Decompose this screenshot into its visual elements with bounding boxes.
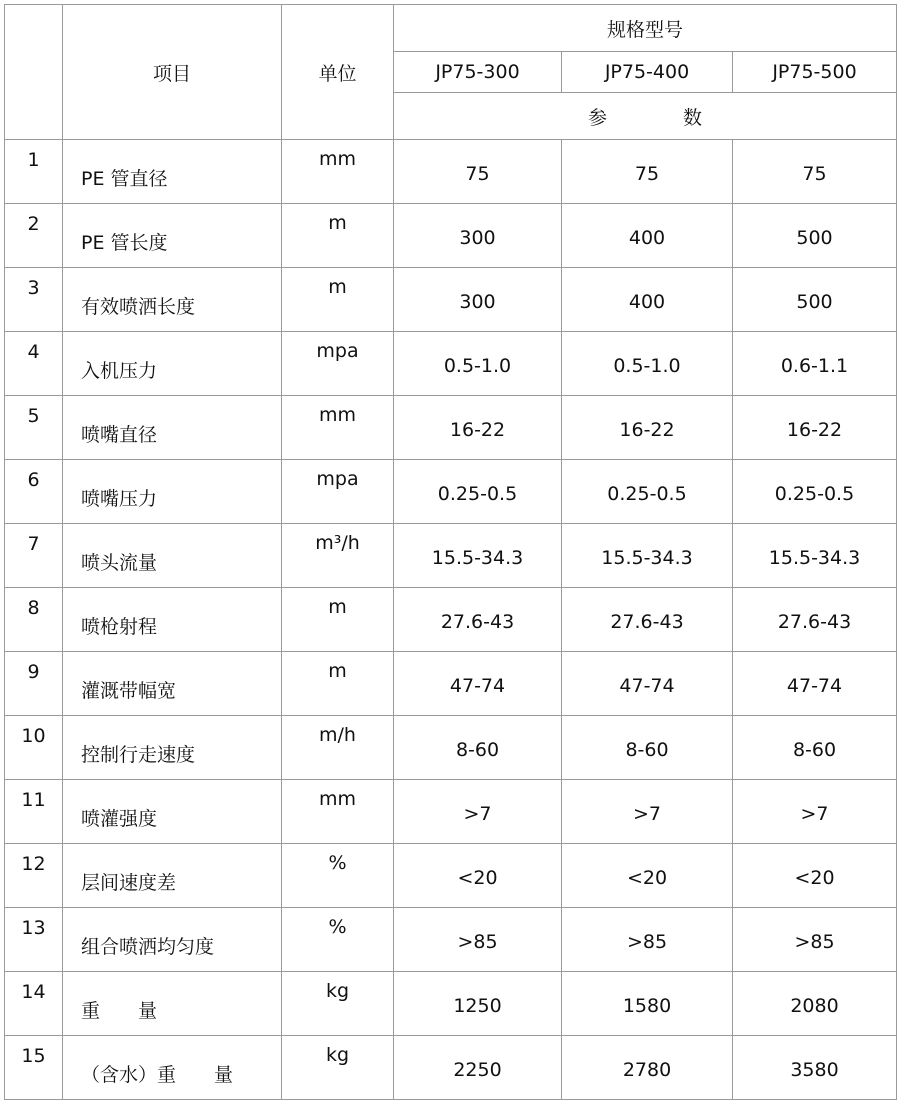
row-number: 9: [5, 652, 63, 716]
row-number: 8: [5, 588, 63, 652]
table-row: [5, 780, 897, 844]
table-row: [5, 396, 897, 460]
row-number: 13: [5, 908, 63, 972]
value-cell: 16-22: [733, 396, 897, 460]
item-header: 项目: [63, 5, 282, 140]
value-cell: >7: [733, 780, 897, 844]
unit-cell: mpa: [282, 460, 394, 524]
value-cell: 0.6-1.1: [733, 332, 897, 396]
value-cell: 8-60: [733, 716, 897, 780]
row-number: 7: [5, 524, 63, 588]
value-cell: 0.25-0.5: [733, 460, 897, 524]
table-row: [5, 972, 897, 1036]
unit-cell: %: [282, 908, 394, 972]
value-cell: 47-74: [733, 652, 897, 716]
value-cell: 27.6-43: [733, 588, 897, 652]
value-cell: 0.25-0.5: [562, 460, 733, 524]
item-name: 喷灌强度: [63, 780, 282, 844]
item-name: 控制行走速度: [63, 716, 282, 780]
unit-cell: kg: [282, 972, 394, 1036]
row-number: 11: [5, 780, 63, 844]
table-row: [5, 460, 897, 524]
value-cell: 16-22: [562, 396, 733, 460]
corner-cell: [5, 5, 63, 140]
table-row: [5, 268, 897, 332]
value-cell: 500: [733, 268, 897, 332]
value-cell: >85: [562, 908, 733, 972]
value-cell: <20: [562, 844, 733, 908]
value-cell: 3580: [733, 1036, 897, 1100]
param-header: 参 数: [394, 93, 897, 140]
table-row: [5, 524, 897, 588]
unit-cell: %: [282, 844, 394, 908]
row-number: 14: [5, 972, 63, 1036]
value-cell: 0.25-0.5: [394, 460, 562, 524]
value-cell: 47-74: [394, 652, 562, 716]
value-cell: 75: [394, 140, 562, 204]
row-number: 10: [5, 716, 63, 780]
value-cell: 16-22: [394, 396, 562, 460]
spec-table: [4, 4, 897, 1100]
value-cell: <20: [394, 844, 562, 908]
item-name: 喷嘴压力: [63, 460, 282, 524]
table-row: [5, 652, 897, 716]
table-row: [5, 1036, 897, 1100]
table-row: [5, 140, 897, 204]
unit-cell: mm: [282, 396, 394, 460]
item-name: PE 管直径: [63, 140, 282, 204]
value-cell: >7: [394, 780, 562, 844]
table-row: [5, 588, 897, 652]
table-row: [5, 716, 897, 780]
unit-cell: m: [282, 204, 394, 268]
row-number: 15: [5, 1036, 63, 1100]
item-name: 喷头流量: [63, 524, 282, 588]
item-name: 层间速度差: [63, 844, 282, 908]
item-name: 组合喷洒均匀度: [63, 908, 282, 972]
value-cell: 27.6-43: [562, 588, 733, 652]
header-row-1: [5, 5, 897, 52]
table-row: [5, 332, 897, 396]
unit-cell: m/h: [282, 716, 394, 780]
value-cell: 15.5-34.3: [562, 524, 733, 588]
value-cell: 400: [562, 204, 733, 268]
row-number: 4: [5, 332, 63, 396]
item-name: 喷枪射程: [63, 588, 282, 652]
spec-header: 规格型号: [394, 5, 897, 52]
unit-cell: m³/h: [282, 524, 394, 588]
value-cell: 75: [733, 140, 897, 204]
value-cell: <20: [733, 844, 897, 908]
row-number: 2: [5, 204, 63, 268]
value-cell: 500: [733, 204, 897, 268]
item-name: 喷嘴直径: [63, 396, 282, 460]
unit-cell: m: [282, 588, 394, 652]
row-number: 6: [5, 460, 63, 524]
value-cell: 8-60: [562, 716, 733, 780]
unit-cell: mm: [282, 140, 394, 204]
value-cell: 15.5-34.3: [733, 524, 897, 588]
unit-cell: mm: [282, 780, 394, 844]
table-row: [5, 204, 897, 268]
item-name: 重 量: [63, 972, 282, 1036]
value-cell: 2080: [733, 972, 897, 1036]
value-cell: 27.6-43: [394, 588, 562, 652]
row-number: 12: [5, 844, 63, 908]
item-name: （含水）重 量: [63, 1036, 282, 1100]
value-cell: 47-74: [562, 652, 733, 716]
model-header-3: JP75-500: [733, 52, 897, 93]
model-header-2: JP75-400: [562, 52, 733, 93]
value-cell: 8-60: [394, 716, 562, 780]
model-header-1: JP75-300: [394, 52, 562, 93]
unit-header: 单位: [282, 5, 394, 140]
value-cell: >7: [562, 780, 733, 844]
value-cell: 300: [394, 268, 562, 332]
unit-cell: m: [282, 268, 394, 332]
unit-cell: m: [282, 652, 394, 716]
item-name: 灌溉带幅宽: [63, 652, 282, 716]
value-cell: 75: [562, 140, 733, 204]
value-cell: 0.5-1.0: [394, 332, 562, 396]
row-number: 1: [5, 140, 63, 204]
table-row: [5, 844, 897, 908]
value-cell: 2250: [394, 1036, 562, 1100]
table-row: [5, 908, 897, 972]
value-cell: >85: [394, 908, 562, 972]
value-cell: 300: [394, 204, 562, 268]
value-cell: 1580: [562, 972, 733, 1036]
item-name: PE 管长度: [63, 204, 282, 268]
value-cell: 15.5-34.3: [394, 524, 562, 588]
item-name: 入机压力: [63, 332, 282, 396]
unit-cell: kg: [282, 1036, 394, 1100]
value-cell: >85: [733, 908, 897, 972]
value-cell: 400: [562, 268, 733, 332]
value-cell: 2780: [562, 1036, 733, 1100]
value-cell: 1250: [394, 972, 562, 1036]
row-number: 3: [5, 268, 63, 332]
value-cell: 0.5-1.0: [562, 332, 733, 396]
item-name: 有效喷洒长度: [63, 268, 282, 332]
unit-cell: mpa: [282, 332, 394, 396]
row-number: 5: [5, 396, 63, 460]
